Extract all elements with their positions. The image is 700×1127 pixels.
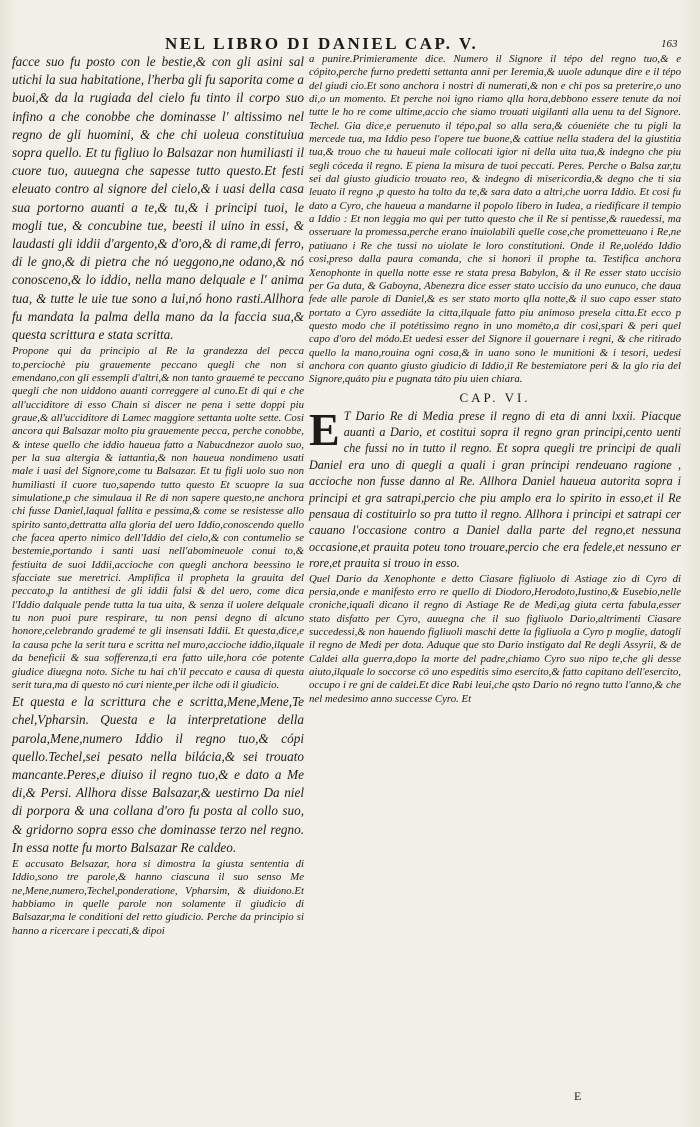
scripture-paragraph: Et questa e la scrittura che e scritta,Mene,Mene,Te chel,Vpharsin. Questa e la interpretatione della parola,Mene,numero Iddio il regno tuo,& cópi quello.Techel,sei pesato nella bilácia,& sei trouato mancante.Peres,e diuiso il regno tuo,& e dato a Me di,& Persi. Allhora disse Balsazar,& uestirno Da niel di porpora & una collana d'oro fu posta al collo suo, & gridorno sopra esso che dominasse terzo nel regno. In essa notte fu morto Balsazar Re caldeo. [12,694,304,855]
left-column [12,53,304,938]
chapter-heading: CAP. VI. [459,389,531,405]
running-title: NEL LIBRO DI DANIEL CAP. V. [165,34,479,53]
page-header [0,34,700,54]
commentary-paragraph: Quel Dario da Xenophonte e detto Ciasare figliuolo di Astiage zio di Cyro di persia,onde e manifesto erro re quello di Diodoro,Herodoto,Iustino,& Eusebio,nelle croniche,iquali dicano il regno di Astiage Re de Medi,ag giuta certa fabula,esser stato disfatto per Cyro, auuegna che il suo figliuolo Dario,altrimenti Ciasare succedessi,& non hauendo figliuoli maschi dette la figliuola a Cyro p moglie, datogli il regno de Medi per dota. Aduque que sto Dario instigato dal Re degli Assyrii, & de Caldei alla guerra,dopo la morte del padre,chiamo Cyro suo nipo te,che gli desse aiuto,ilquale lo soccorse có uno espeditis simo esercito,& fatto capitano dell'esercito, occupo i re gni de caldei.Et dice Rabi leui,che qsto Dario nó regno tutto l'anno,& che nel medesimo anno successe Cyro. Et [309,572,681,705]
scripture-paragraph: facce suo fu posto con le bestie,& con gli asini sal utichi la sua habitatione, l'herba gli fu saporita come a buoi,& da la rugiada del cielo fu tinto il corpo suo infino a che conobbe che dominasse l' altissimo nel regno de gli huomini, & che chi uoleua constituiua sopra quello. Et tu figliuo lo Balsazar non humiliasti il cuore tuo, auuegna che sapesse tutto questo.Et festi eleuato contro al signore del cielo,& i uasi della casa sua portorno auanti a te,& tu,& i principi tuoi, le mogli tue, & concubine tue, beesti il uino in essi, & laudasti gli iddii d'argento,& d'oro,& di rame,di ferro, di le gno,& di pietra che nó ueggono,ne odano,& nó conosceno,& lo iddio, nella mano delquale e l' anima tua, & tutte le uie tue sono a lui,nó hono rasti.Allhora fu mandata la palma della mano da la faccia sua,& questa scrittura e stata scritta. [12,54,304,343]
page-number: 163 [661,38,678,50]
scripture-paragraph [309,403,681,572]
commentary-paragraph: Propone qui da principio al Re la grandezza del pecca to,perciochè piu grauemente peccano quegli che non si emendano,con gli essempli d'altri,& non tanto grauemé te peccano quegli che non uiddono auanti correggere al cuno.Et di qui e che all'ucciditore di esso Chain si discer ne pena i sette doppi piu graue,& all'ucciditore di Lamec maggiore settanta uolte sette. Cosi ancora qui Balsazar molto piu grauemente pecca, perche conobbe, & intese quello che iddio haueua fatto a Nabucdnezor auolo suo, per la sua altergia & iattantia,& non haueua nondimeno usati male i uasi del Signore,come tu Balsazar. Et tu figli uolo suo non humiliasti il cuore tuo,sapendo tutto questo Et scuopre la sua simulatione,p che simulaua il Re di non sapere questo,ne anchora chi fusse Daniel,laqual fallita e pessima,& come se resistesse allo spirito santo,dettratta alla gloria del uero Iddio,conoscendo quello che facea aperto nimico dell'Iddio del cielo,& con contumelio se bestemie,portando i santi uasi nell'abomineuole conui to,& festiuita de suoi Iddii,accioche con quegli anchora beessino le sfacciate sue meretrici. Amplifica il propheta la grauita del peccato,p la antithesi de gli iddii falsi & del uero, come dica l'Iddio dalquale pende tutta la tua uita, & senza il uolere delquale tu non puoi pure respirare, tu non pensi degno di alcuno honore,celebrando grademé te gli insensati Iddii. Et questa,dice,e la causa pche la serit tura e scritta nel muro,accioche iddio,ilquale da beneficii & sua sofferenza,ti era fatto uile,hora cóe potente giudice diuegna noto. Siche tu hai ch'il peccato e causa di questa serit tura,ma di questo nó curi niente,per ilche odi il giudicio. [12,345,304,691]
scripture-text: T Dario Re di Media prese il regno di eta di anni lxxii. Piacque auanti a Dario, et costitui sopra il regno gran principi,cento uenti che fussi no in tutto il regno. Et sopra quegli tre principi de quali Daniel era uno di quegli a quali i gran principi rendeuano ragione , accioche non fusse danno al Re. Allhora Daniel haueua autorita sopra i principi et gra satrapi,percio che piu amplo era lo spirito in esso,et il Re pensaua di costituirlo so pra tutto il regno. Allhora i principi et satrapi cer cauano l'occasione contro a Daniel dalla parte del regno,et nessuna occasione,et prauita poteu tono trouare,percio che era fedele,et nessuno er rore,et prauita si trouo in esso. [309,408,681,571]
commentary-paragraph: E accusato Belsazar, hora si dimostra la giusta sententia di Iddio,sono tre parole,& hanno ciascuna il suo senso Me ne,Mene,numero,Techel,ponderatione, Vpharsim, & diuidono.Et habbiamo in quelle parole non solamente il giudicio di Balsazar,ma le conditioni del retto giudicio. Perche da principio si hanno a ricercare i peccati,& dipoi [12,858,304,937]
drop-cap: E [309,403,340,455]
right-column [309,53,681,706]
commentary-paragraph: a punire.Primieramente dice. Numero il Signore il tépo del regno tuo,& e cópito,perche furno predetti settanta anni per Ieremia,& uuole adunque dire e il tépo del giudi cio.Et sono anchora i nostri di numerati,& non e chi pos sa preterire,o uno di,o un momento. Et perche noi igno riamo qlla hora,debbono essere tenute da noi tutte le ho re come ultime,accio che siamo trouati uigilanti alla uenu ta del Signore. Techel. Gia dice,e peruenuto il tépo,pal so alla sera,& cóueniéte che tu pigli la mercede tua, ma Iddio peso l'opere tue buone,& cattiue nella stadera del la giustitia tua,& trouo che tu haueui male collocati igior ni della uita tua,& indegno che piu segli cóceda il regno. E piena la misura de tuoi peccati. Peres. Perche o Balsa zar,tu sei dal giusto giudicio trouato reo, & indegno di misericordia,& degno che ti sia leuato il regno ,p questo ha tolto da te,& sara dato a altri,che uorra Iddio. Et cosi fu dato a Cyro, che haueua a mandarne il popolo libero in Iudea, a riedificare il tempio a Iddio : Et non leggia mo qui per tutto questo che il Re si pentisse,& rauedessi, ma osseruare la promessa,perche erano inuiolabili quelle cose,che prometteuano i Re,ne patiuano i Re che tussi no uiolate le loro constitutioni. Onde il Re,uolédo Iddio cosi,preso dalla paura comanda, che si honori il prophe ta. Testifica anchora Xenophonte in quella notte esse re stata presa Babylon, & il Re esser stato uccisio per Ga duta, & Gaboyna, Abenezra dice esser stato uccisio da uno eunuco, che daua fede alle parole di Daniel,& es ser stato morto qlla notte,& il suo capo esser stato portato a Cyro assediáte la citta,ilquale fatto piu animoso presela citta.Et ecco p questo modo che il potétissimo regno in uno mométo,a dir cosi,spari & peri quel capo d'oro del módo.Et uedesi esser del Signore il gouernare i regni, & che ritirado quello la mano,rouina ogni cosa,& in uano sono le munitioni & i tesori, uedesi anchora con quanto giusto giudicio di Iddio,il Re bestemiatore peri & la glo ria del Signore,quáto piu e pugnata táto piu uien chiara. [309,53,681,386]
catchword: E [574,1089,582,1103]
